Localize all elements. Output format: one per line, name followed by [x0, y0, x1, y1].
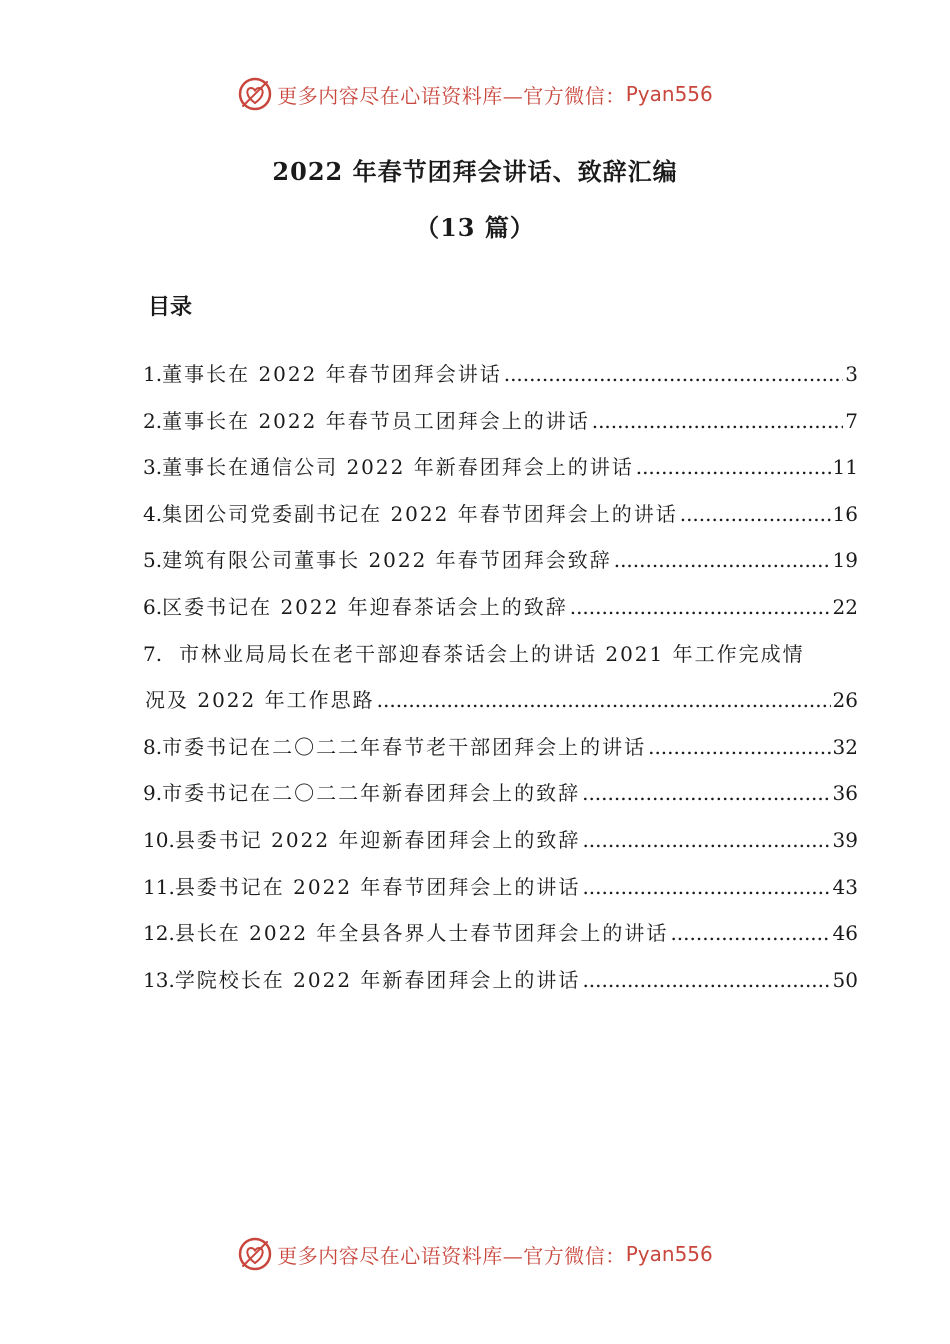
toc-entry-title: 县委书记 2022 年迎新春团拜会上的致辞: [174, 827, 581, 852]
toc-entry-page: 11: [832, 455, 858, 480]
toc-entry[interactable]: [143, 773, 858, 820]
toc-entry[interactable]: [143, 401, 858, 448]
toc-entry-number: 3.: [143, 455, 163, 480]
toc-leader: [636, 447, 831, 487]
toc-entry-number: 2.: [143, 408, 163, 433]
toc-entry-title: 学院校长在 2022 年新春团拜会上的讲话: [174, 967, 581, 992]
toc-entry-number: 8.: [143, 734, 163, 759]
toc-entry-title-continued: 况及 2022 年工作思路: [145, 688, 375, 713]
banner-text: 更多内容尽在心语资料库—官方微信：: [277, 83, 626, 108]
toc-entry-title: 市林业局局长在老干部迎春茶话会上的讲话 2021 年工作完成情: [179, 641, 805, 666]
toc-leader: [504, 354, 844, 394]
document-subtitle: （13 篇）: [415, 213, 535, 242]
toc-entry-page: 39: [832, 827, 858, 852]
toc-entry[interactable]: [143, 634, 858, 681]
toc-entry[interactable]: [143, 354, 858, 401]
toc-entry-title: 市委书记在二〇二二年新春团拜会上的致辞: [162, 781, 581, 806]
toc-entry-number: 12.: [143, 921, 175, 946]
toc-entry-number: 9.: [143, 781, 163, 806]
toc-entry-page: 22: [832, 594, 858, 619]
toc-entry-title: 董事长在通信公司 2022 年新春团拜会上的讲话: [162, 455, 634, 480]
toc-entry[interactable]: [143, 447, 858, 494]
toc-entry[interactable]: [143, 494, 858, 541]
toc-leader: [582, 960, 830, 1000]
banner-handle: Pyan556: [625, 1242, 713, 1266]
toc-entry-page: 43: [832, 874, 858, 899]
header-banner: [0, 74, 950, 114]
toc-leader: [377, 680, 831, 720]
toc-entry-number: 11.: [143, 874, 175, 899]
toc-entry-page: 46: [832, 921, 858, 946]
heart-logo-icon: [237, 1236, 273, 1272]
toc-entry-title: 董事长在 2022 年春节员工团拜会上的讲话: [162, 408, 590, 433]
toc-entry-continuation[interactable]: [143, 680, 858, 727]
toc-entry-title: 市委书记在二〇二二年春节老干部团拜会上的讲话: [162, 734, 647, 759]
toc-leader: [680, 494, 831, 534]
toc-leader: [648, 727, 830, 767]
toc-entry-number: 7.: [143, 641, 163, 666]
heart-logo-icon: [237, 76, 273, 112]
toc-leader: [614, 540, 831, 580]
banner-handle: Pyan556: [625, 82, 713, 106]
toc-entry-title: 集团公司党委副书记在 2022 年春节团拜会上的讲话: [162, 501, 678, 526]
toc-entry-title: 区委书记在 2022 年迎春茶话会上的致辞: [162, 594, 568, 619]
footer-banner: [0, 1234, 950, 1274]
toc-leader: [592, 401, 844, 441]
toc-entry-page: 36: [832, 781, 858, 806]
toc-heading: 目录: [148, 294, 193, 320]
toc-entry[interactable]: [143, 960, 858, 1007]
toc-entry[interactable]: [143, 587, 858, 634]
toc-entry[interactable]: [143, 867, 858, 914]
toc-entry-page: 16: [832, 501, 858, 526]
toc-leader: [582, 867, 830, 907]
toc-entry-title: 县委书记在 2022 年春节团拜会上的讲话: [174, 874, 581, 899]
toc-entry[interactable]: [143, 540, 858, 587]
document-title: 2022 年春节团拜会讲话、致辞汇编: [272, 157, 678, 186]
toc-entry-number: 4.: [143, 501, 163, 526]
toc-entry-number: 10.: [143, 827, 175, 852]
toc-entry-title: 建筑有限公司董事长 2022 年春节团拜会致辞: [162, 548, 612, 573]
toc-entry-number: 13.: [143, 967, 175, 992]
toc-entry-number: 1.: [143, 362, 163, 386]
toc-entry-page: 50: [832, 967, 858, 992]
toc-entry[interactable]: [143, 913, 858, 960]
banner-text: 更多内容尽在心语资料库—官方微信：: [277, 1243, 626, 1268]
toc-entry[interactable]: [143, 727, 858, 774]
table-of-contents: [143, 354, 858, 1006]
toc-entry-title: 县长在 2022 年全县各界人士春节团拜会上的讲话: [174, 921, 669, 946]
toc-entry[interactable]: [143, 820, 858, 867]
toc-leader: [670, 913, 830, 953]
toc-entry-page: 7: [845, 408, 858, 433]
toc-leader: [570, 587, 831, 627]
toc-entry-number: 5.: [143, 548, 163, 573]
toc-entry-page: 19: [832, 548, 858, 573]
toc-entry-page: 32: [832, 734, 858, 759]
toc-entry-number: 6.: [143, 594, 163, 619]
toc-entry-page: 3: [845, 362, 858, 386]
toc-entry-title: 董事长在 2022 年春节团拜会讲话: [162, 362, 502, 386]
toc-leader: [582, 773, 830, 813]
toc-entry-page: 26: [832, 688, 858, 713]
toc-leader: [582, 820, 830, 860]
